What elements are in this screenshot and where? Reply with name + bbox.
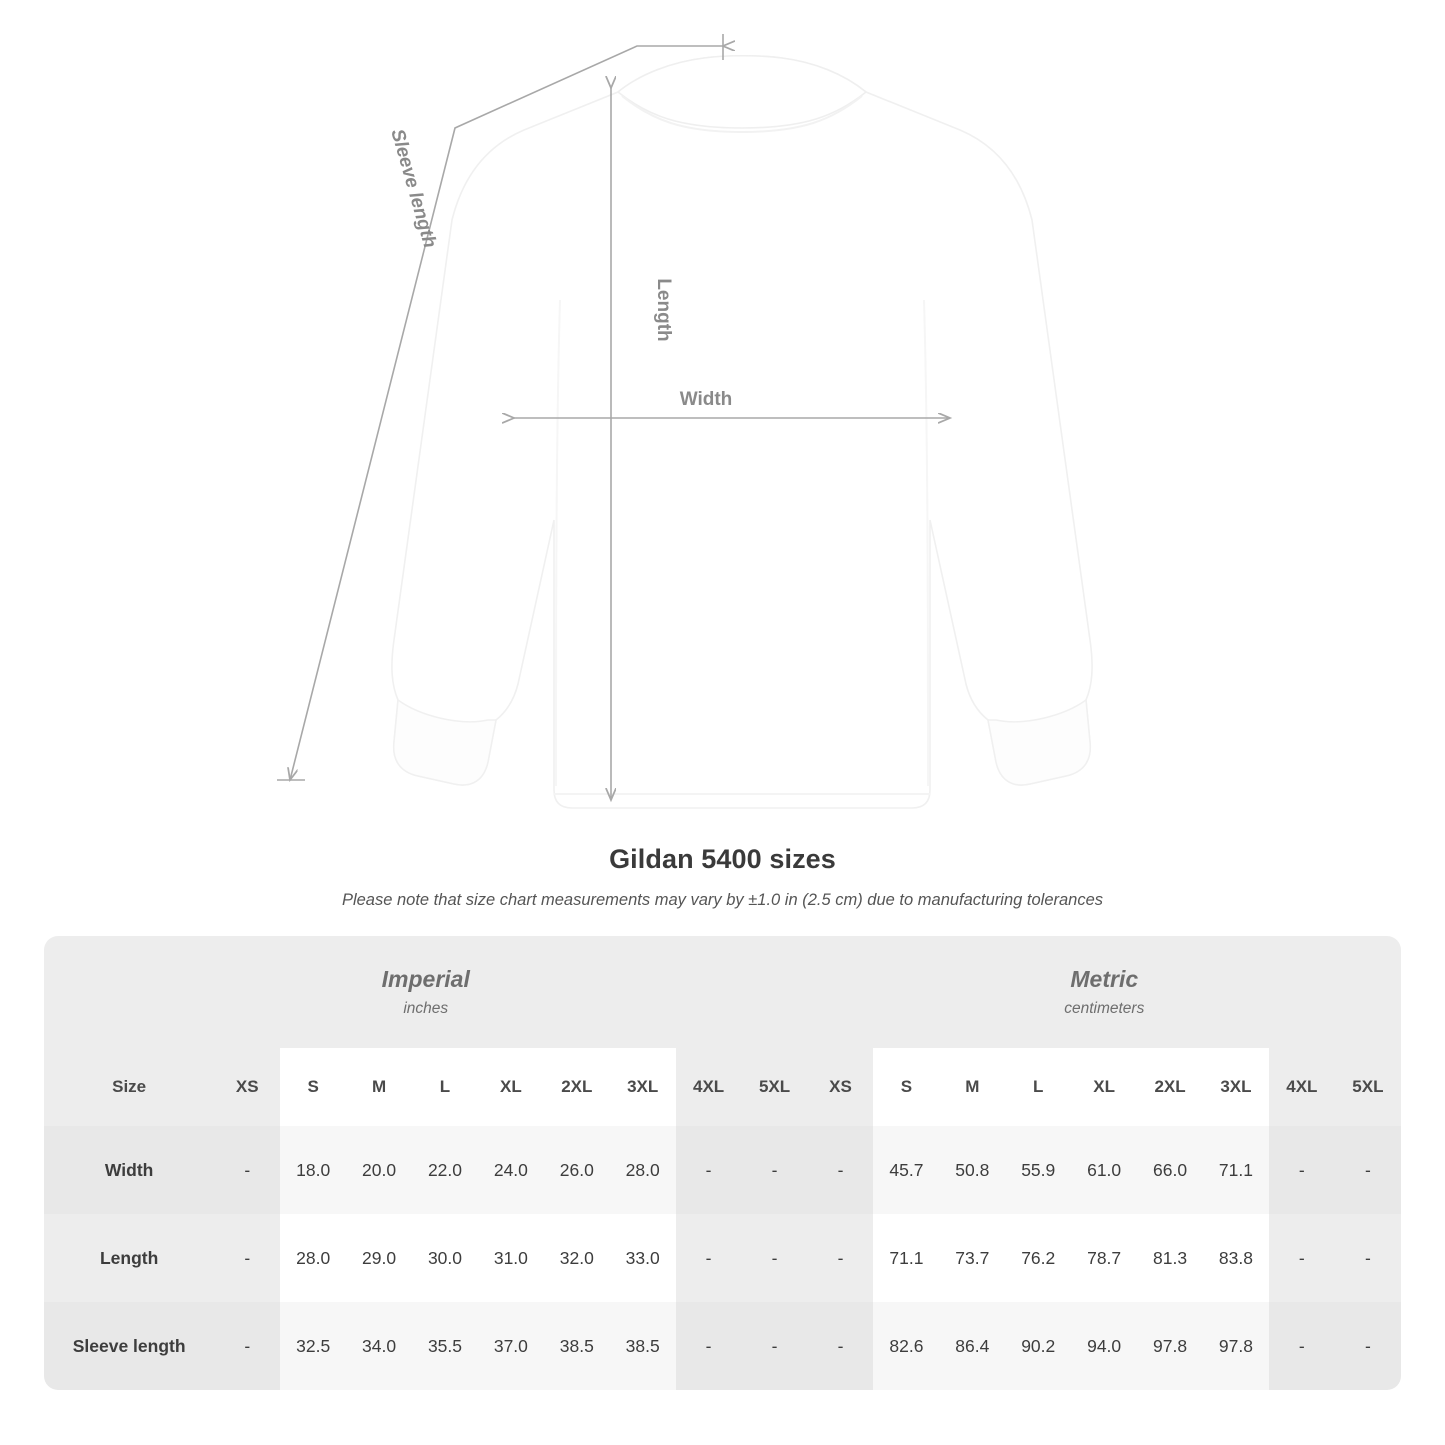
cell-width-imperial-m: 20.0 — [346, 1126, 412, 1214]
unit-group-imperial — [44, 936, 808, 1048]
table-row — [44, 1302, 1401, 1390]
col-header-metric-m: M — [939, 1048, 1005, 1126]
row-label-sleeve-length: Sleeve length — [44, 1302, 214, 1390]
cell-length-imperial-3xl: 33.0 — [610, 1214, 676, 1302]
cell-sleeve-metric-l: 90.2 — [1005, 1302, 1071, 1390]
cell-width-imperial-l: 22.0 — [412, 1126, 478, 1214]
cell-length-metric-s: 71.1 — [873, 1214, 939, 1302]
cell-length-imperial-m: 29.0 — [346, 1214, 412, 1302]
cell-width-metric-l: 55.9 — [1005, 1126, 1071, 1214]
cell-length-metric-xl: 78.7 — [1071, 1214, 1137, 1302]
cell-sleeve-metric-xl: 94.0 — [1071, 1302, 1137, 1390]
size-header-row — [44, 1048, 1401, 1126]
col-header-imperial-3xl: 3XL — [610, 1048, 676, 1126]
cell-sleeve-metric-4xl: - — [1269, 1302, 1335, 1390]
cell-sleeve-metric-5xl: - — [1335, 1302, 1401, 1390]
width-label: Width — [679, 389, 733, 410]
col-header-metric-3xl: 3XL — [1203, 1048, 1269, 1126]
cell-width-metric-5xl: - — [1335, 1126, 1401, 1214]
col-header-imperial-xs: XS — [214, 1048, 280, 1126]
cell-width-metric-m: 50.8 — [939, 1126, 1005, 1214]
cell-length-metric-xs: - — [808, 1214, 874, 1302]
cell-length-metric-3xl: 83.8 — [1203, 1214, 1269, 1302]
col-header-metric-4xl: 4XL — [1269, 1048, 1335, 1126]
table-row — [44, 1126, 1401, 1214]
table-row — [44, 1214, 1401, 1302]
cell-length-metric-m: 73.7 — [939, 1214, 1005, 1302]
cell-sleeve-imperial-xl: 37.0 — [478, 1302, 544, 1390]
unit-group-metric-name: Metric — [1070, 966, 1139, 992]
col-header-metric-l: L — [1005, 1048, 1071, 1126]
cell-width-metric-xl: 61.0 — [1071, 1126, 1137, 1214]
unit-group-metric — [808, 936, 1401, 1048]
size-table-wrap — [44, 936, 1401, 1390]
col-header-imperial-xl: XL — [478, 1048, 544, 1126]
col-header-imperial-4xl: 4XL — [676, 1048, 742, 1126]
cell-sleeve-metric-m: 86.4 — [939, 1302, 1005, 1390]
cell-sleeve-metric-xs: - — [808, 1302, 874, 1390]
unit-group-metric-sub: centimeters — [1064, 1000, 1145, 1017]
cell-sleeve-imperial-4xl: - — [676, 1302, 742, 1390]
cell-sleeve-imperial-s: 32.5 — [280, 1302, 346, 1390]
cell-sleeve-metric-2xl: 97.8 — [1137, 1302, 1203, 1390]
cell-width-imperial-2xl: 26.0 — [544, 1126, 610, 1214]
cell-width-imperial-xl: 24.0 — [478, 1126, 544, 1214]
cell-length-metric-4xl: - — [1269, 1214, 1335, 1302]
cell-sleeve-imperial-m: 34.0 — [346, 1302, 412, 1390]
unit-group-imperial-sub: inches — [403, 1000, 449, 1017]
unit-header-row — [44, 936, 1401, 1048]
cell-sleeve-imperial-l: 35.5 — [412, 1302, 478, 1390]
cell-length-imperial-4xl: - — [676, 1214, 742, 1302]
cell-width-imperial-4xl: - — [676, 1126, 742, 1214]
col-header-imperial-2xl: 2XL — [544, 1048, 610, 1126]
col-header-metric-2xl: 2XL — [1137, 1048, 1203, 1126]
col-header-imperial-s: S — [280, 1048, 346, 1126]
cell-sleeve-imperial-3xl: 38.5 — [610, 1302, 676, 1390]
cell-width-imperial-5xl: - — [742, 1126, 808, 1214]
row-label-length: Length — [44, 1214, 214, 1302]
cell-length-metric-5xl: - — [1335, 1214, 1401, 1302]
cell-length-imperial-xs: - — [214, 1214, 280, 1302]
cell-sleeve-imperial-xs: - — [214, 1302, 280, 1390]
size-header-label: Size — [44, 1048, 214, 1126]
cell-width-metric-3xl: 71.1 — [1203, 1126, 1269, 1214]
length-label: Length — [653, 278, 674, 342]
cell-sleeve-imperial-2xl: 38.5 — [544, 1302, 610, 1390]
cell-width-metric-4xl: - — [1269, 1126, 1335, 1214]
cell-length-metric-l: 76.2 — [1005, 1214, 1071, 1302]
col-header-imperial-5xl: 5XL — [742, 1048, 808, 1126]
col-header-metric-xl: XL — [1071, 1048, 1137, 1126]
cell-length-imperial-l: 30.0 — [412, 1214, 478, 1302]
cell-sleeve-imperial-5xl: - — [742, 1302, 808, 1390]
page-title: Gildan 5400 sizes — [609, 844, 836, 874]
col-header-imperial-l: L — [412, 1048, 478, 1126]
cell-sleeve-metric-3xl: 97.8 — [1203, 1302, 1269, 1390]
sleeve-length-label: Sleeve length — [386, 126, 441, 251]
col-header-metric-s: S — [873, 1048, 939, 1126]
cell-length-imperial-2xl: 32.0 — [544, 1214, 610, 1302]
cell-width-imperial-s: 18.0 — [280, 1126, 346, 1214]
cell-length-metric-2xl: 81.3 — [1137, 1214, 1203, 1302]
shirt-shape — [392, 56, 1092, 808]
cell-width-imperial-xs: - — [214, 1126, 280, 1214]
title-block — [0, 844, 1445, 910]
cell-width-metric-s: 45.7 — [873, 1126, 939, 1214]
cell-width-metric-2xl: 66.0 — [1137, 1126, 1203, 1214]
cell-sleeve-metric-s: 82.6 — [873, 1302, 939, 1390]
cell-width-imperial-3xl: 28.0 — [610, 1126, 676, 1214]
cell-width-metric-xs: - — [808, 1126, 874, 1214]
size-table — [44, 936, 1401, 1390]
row-label-width: Width — [44, 1126, 214, 1214]
unit-group-imperial-name: Imperial — [381, 966, 470, 992]
col-header-metric-5xl: 5XL — [1335, 1048, 1401, 1126]
cell-length-imperial-5xl: - — [742, 1214, 808, 1302]
col-header-metric-xs: XS — [808, 1048, 874, 1126]
tolerance-note: Please note that size chart measurements may vary by ±1.0 in (2.5 cm) due to manufacturing tolerances — [341, 891, 1104, 909]
col-header-imperial-m: M — [346, 1048, 412, 1126]
cell-length-imperial-xl: 31.0 — [478, 1214, 544, 1302]
cell-length-imperial-s: 28.0 — [280, 1214, 346, 1302]
